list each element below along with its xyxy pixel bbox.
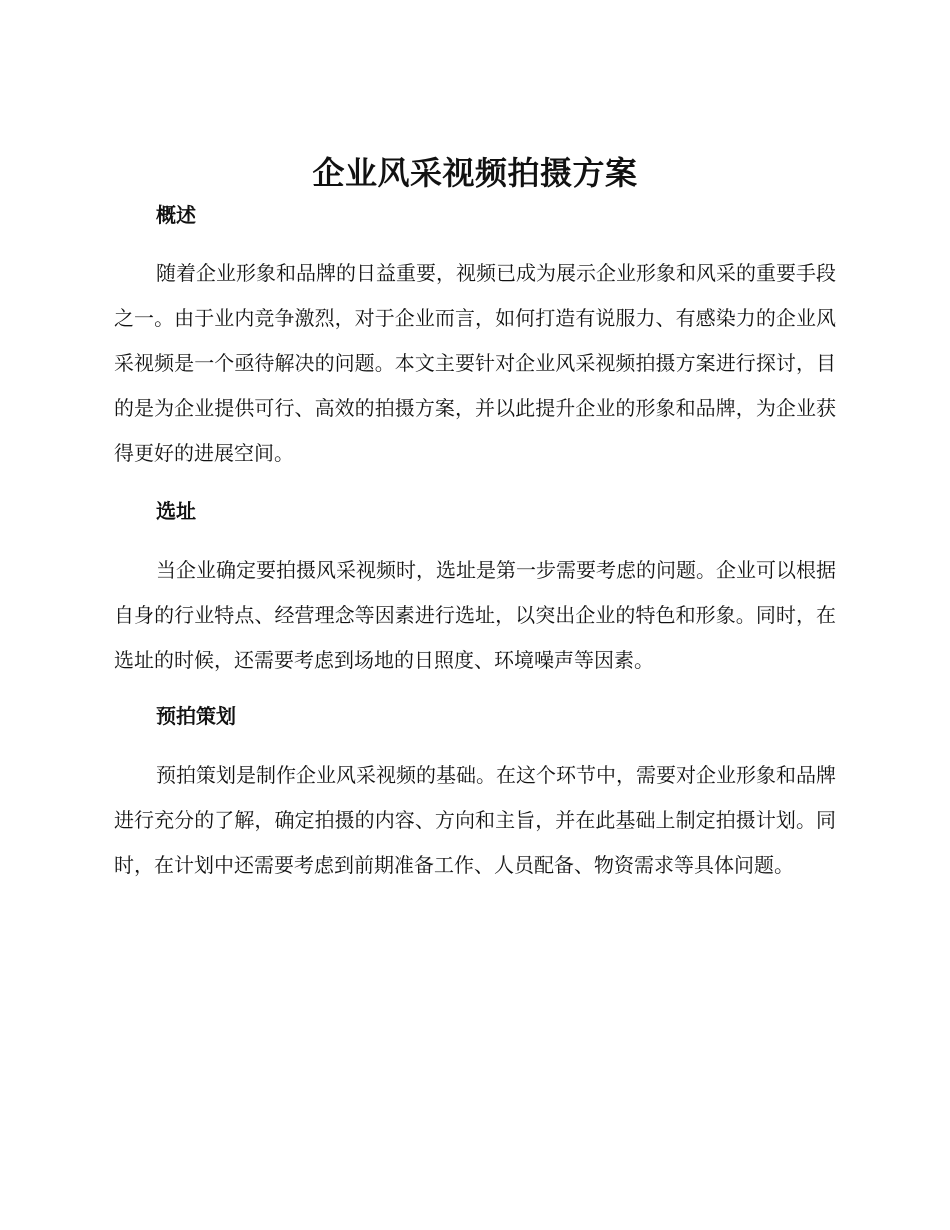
document-title: 企业风采视频拍摄方案 [312,154,638,192]
section-body-site-selection: 当企业确定要拍摄风采视频时，选址是第一步需要考虑的问题。企业可以根据自身的行业特点、经营理念等因素进行选址，以突出企业的特色和形象。同时，在选址的时候，还需要考虑到场地的日照度、环境噪声等因素。 [114,558,836,672]
section-body-pre-shoot-planning: 预拍策划是制作企业风采视频的基础。在这个环节中，需要对企业形象和品牌进行充分的了解，确定拍摄的内容、方向和主旨，并在此基础上制定拍摄计划。同时，在计划中还需要考虑到前期准备工作、人员配备、物资需求等具体问题。 [114,763,836,877]
section-body-overview: 随着企业形象和品牌的日益重要，视频已成为展示企业形象和风采的重要手段之一。由于业内竞争激烈，对于企业而言，如何打造有说服力、有感染力的企业风采视频是一个亟待解决的问题。本文主要针对企业风采视频拍摄方案进行探讨，目的是为企业提供可行、高效的拍摄方案，并以此提升企业的形象和品牌，为企业获得更好的进展空间。 [114,261,836,465]
section-heading-site-selection: 选址 [156,499,196,523]
section-heading-pre-shoot-planning: 预拍策划 [156,704,236,728]
section-heading-overview: 概述 [156,203,196,227]
